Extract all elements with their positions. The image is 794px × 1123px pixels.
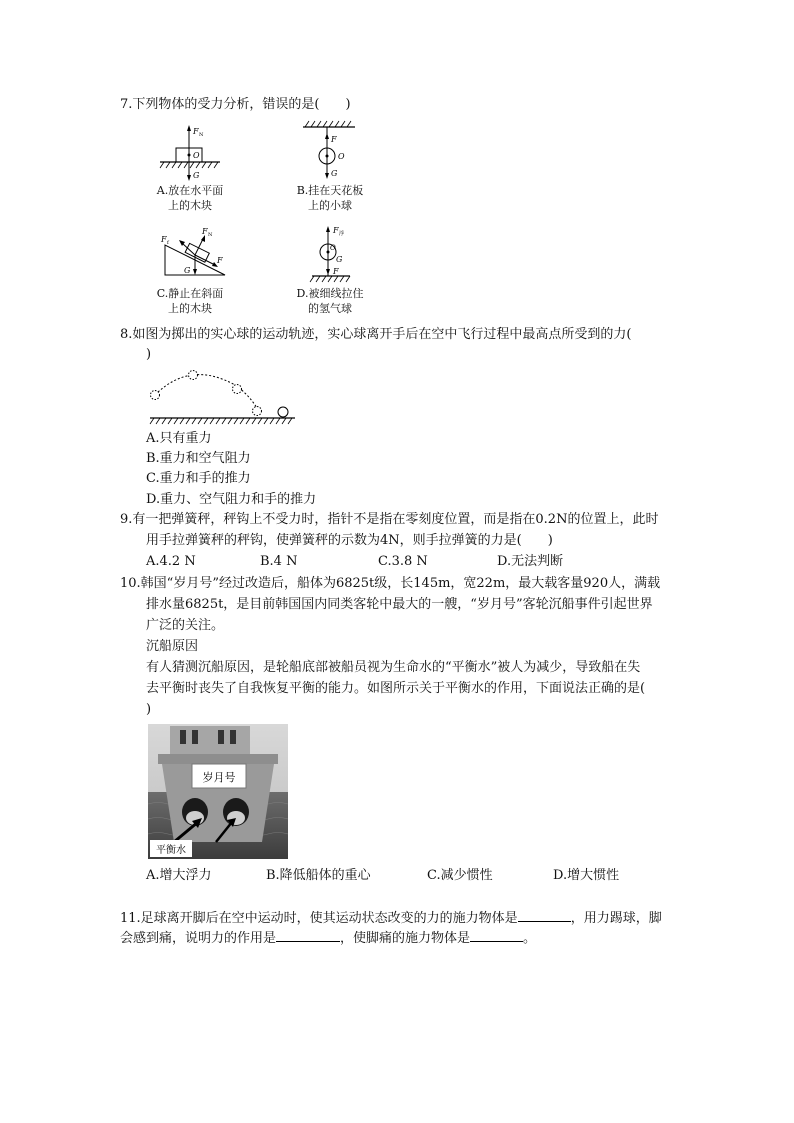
q7-figure-d <box>300 222 370 284</box>
svg-text:F: F <box>333 226 339 235</box>
q8-stem-line1: 8.如图为掷出的实心球的运动轨迹，实心球离开手后在空中飞行过程中最高点所受到的力( <box>120 327 632 342</box>
svg-text:G: G <box>184 266 191 275</box>
svg-text:F: F <box>217 256 223 265</box>
q10-option-a[interactable]: A.增大浮力 <box>146 868 212 883</box>
q7-fig-d-caption: D.被细线拉住 的氢气球 <box>296 287 364 315</box>
svg-text:F: F <box>202 227 208 236</box>
svg-text:O: O <box>338 152 345 161</box>
q9-option-c[interactable]: C.3.8 N <box>378 554 428 569</box>
q10-line1: 10.韩国“岁月号”经过改造后，船体为6825t级，长145m，宽22m，最大载客量920人，满载 <box>120 576 661 591</box>
q8-stem-line2: ) <box>146 347 152 362</box>
svg-text:G: G <box>331 169 338 178</box>
q11-blank-1[interactable] <box>518 909 571 922</box>
ship-name-label: 岁月号 <box>202 771 236 784</box>
svg-text:G: G <box>193 171 200 180</box>
q8-option-a[interactable]: A.只有重力 <box>146 431 212 446</box>
q10-option-d[interactable]: D.增大惯性 <box>553 868 620 883</box>
svg-text:f: f <box>167 240 169 246</box>
q8-option-c[interactable]: C.重力和手的推力 <box>146 471 251 486</box>
q10-line5: 去平衡时丧失了自我恢复平衡的能力。如图所示关于平衡水的作用，下面说法正确的是( <box>146 681 646 696</box>
q7-fig-b-caption: B.挂在天花板 上的小球 <box>296 184 364 212</box>
q9-stem-line1: 9.有一把弹簧秤，秤钩上不受力时，指针不是指在零刻度位置，而是指在0.2N的位置上，此时 <box>120 512 659 527</box>
fig-a-fn-label: F <box>193 127 199 136</box>
svg-text:N: N <box>199 132 204 138</box>
q7-stem: 7.下列物体的受力分析，错误的是( ) <box>120 97 351 112</box>
q7-figure-a <box>150 122 230 182</box>
q9-option-d[interactable]: D.无法判断 <box>497 554 564 569</box>
q7-fig-a-caption: A.放在水平面 上的木块 <box>156 184 224 212</box>
q11-blank-2[interactable] <box>276 929 340 942</box>
svg-text:G: G <box>336 255 343 264</box>
q8-option-b[interactable]: B.重力和空气阻力 <box>146 451 251 466</box>
q10-line3: 广泛的关注。 <box>146 618 225 633</box>
q8-option-d[interactable]: D.重力、空气阻力和手的推力 <box>146 492 317 507</box>
q11-blank-3[interactable] <box>470 929 523 942</box>
q11-line1: 11.足球离开脚后在空中运动时，使其运动状态改变的力的施力物体是 ，用力踢球，脚 <box>120 911 662 926</box>
q10-option-b[interactable]: B.降低船体的重心 <box>266 868 371 883</box>
balance-water-label: 平衡水 <box>156 845 186 856</box>
q10-line4: 有人猜测沉船原因，是轮船底部被船员视为生命水的“平衡水”被人为减少，导致船在失 <box>146 660 641 675</box>
q10-option-c[interactable]: C.减少惯性 <box>427 868 493 883</box>
q11-line2: 会感到痛，说明力的作用是 ，使脚痛的施力物体是 。 <box>120 931 537 946</box>
svg-text:N: N <box>208 232 213 238</box>
ship-photo <box>148 724 288 859</box>
svg-text:F: F <box>161 235 167 244</box>
svg-text:F: F <box>331 135 337 144</box>
q8-trajectory-figure <box>145 365 300 427</box>
svg-text:O: O <box>193 151 200 160</box>
q9-option-a[interactable]: A.4.2 N <box>146 554 196 569</box>
svg-text:浮: 浮 <box>339 231 345 237</box>
q9-stem-line2: 用手拉弹簧秤的秤钩，使弹簧秤的示数为4N，则手拉弹簧的力是( ) <box>146 533 553 548</box>
q7-figure-c <box>155 225 235 283</box>
q10-line2: 排水量6825t，是目前韩国国内同类客轮中最大的一艘，“岁月号”客轮沉船事件引起世界 <box>146 597 653 612</box>
q10-subheading: 沉船原因 <box>146 639 199 654</box>
q7-fig-c-caption: C.静止在斜面 上的木块 <box>156 287 224 315</box>
q7-figure-b <box>295 118 365 184</box>
q10-line6: ) <box>146 702 152 717</box>
svg-text:F: F <box>333 267 339 276</box>
q9-option-b[interactable]: B.4 N <box>260 554 298 569</box>
svg-text:O: O <box>330 244 336 252</box>
